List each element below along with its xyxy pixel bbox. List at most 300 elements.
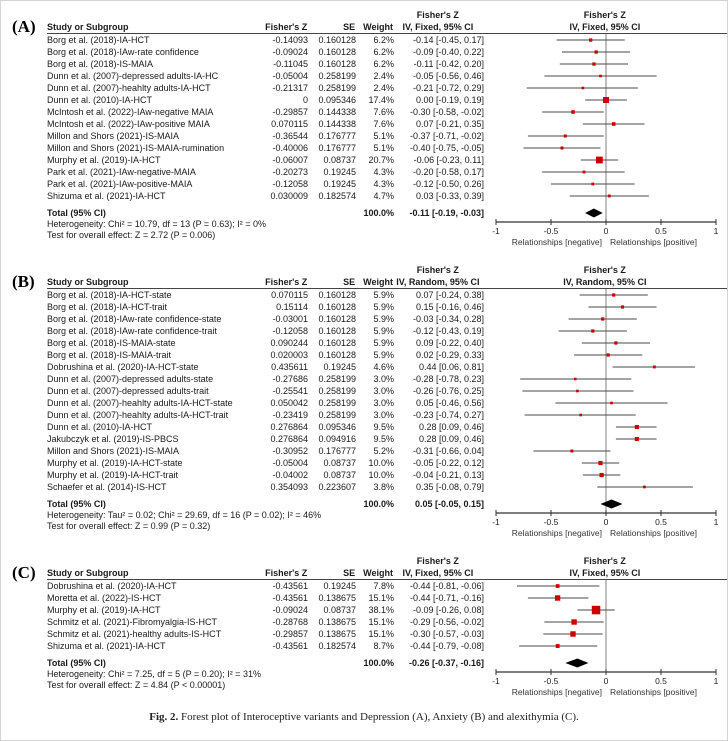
- header-row-2: [47, 21, 727, 34]
- column-header-study: Study or Subgroup: [47, 277, 129, 287]
- effect-marker: [555, 595, 560, 600]
- axis-tick-label: 0.5: [655, 226, 667, 236]
- effect-marker: [600, 473, 604, 477]
- se-value: 0.223607: [318, 482, 356, 492]
- se-value: 0.138675: [318, 593, 356, 603]
- column-header-study: Study or Subgroup: [47, 568, 129, 578]
- axis-tick-label: 1: [713, 517, 719, 527]
- weight-value: 9.5%: [373, 434, 394, 444]
- column-header-weight: Weight: [363, 568, 393, 578]
- weight-value: 7.8%: [373, 581, 394, 591]
- effect-marker: [570, 631, 575, 636]
- weight-value: 20.7%: [368, 155, 394, 165]
- fishers-z-value: -0.12058: [272, 326, 308, 336]
- overall-effect-text: Test for overall effect: Z = 4.84 (P < 0.00001): [47, 680, 226, 690]
- se-value: 0.095346: [318, 95, 356, 105]
- effect-marker: [601, 317, 604, 320]
- weight-value: 5.9%: [373, 350, 394, 360]
- total-label: Total (95% CI): [47, 208, 106, 218]
- se-value: 0.138675: [318, 629, 356, 639]
- ci-text: -0.14 [-0.45, 0.17]: [412, 35, 484, 45]
- axis-tick-label: -1: [492, 517, 500, 527]
- ci-column-header-model: IV, Random, 95% CI: [396, 277, 480, 287]
- fishers-z-value: 0.354093: [270, 482, 308, 492]
- se-value: 0.094916: [318, 434, 356, 444]
- column-header-fishers-z: Fisher's Z: [265, 22, 308, 32]
- weight-value: 9.5%: [373, 422, 394, 432]
- effect-marker: [564, 135, 567, 138]
- se-value: 0.182574: [318, 641, 356, 651]
- study-label: Dunn et al. (2007)-depressed adults-trait: [47, 386, 209, 396]
- fishers-z-value: -0.09024: [272, 605, 308, 615]
- weight-value: 15.1%: [368, 617, 394, 627]
- plot-column-header-stat: Fisher's Z: [583, 10, 626, 20]
- study-label: Shizuma et al. (2021)-IA-HCT: [47, 641, 166, 651]
- axis-tick-label: 1: [713, 226, 719, 236]
- total-ci: -0.11 [-0.19, -0.03]: [409, 208, 484, 218]
- axis-label-positive: Relationships [positive]: [610, 237, 697, 247]
- fishers-z-value: 0.276864: [270, 434, 308, 444]
- effect-marker: [556, 644, 560, 648]
- study-label: Shizuma et al. (2021)-IA-HCT: [47, 191, 166, 201]
- ci-text: 0.44 [0.06, 0.81]: [418, 362, 484, 372]
- weight-value: 4.6%: [373, 362, 394, 372]
- column-header-weight: Weight: [363, 277, 393, 287]
- ci-text: 0.07 [-0.24, 0.38]: [415, 290, 484, 300]
- ci-text: 0.05 [-0.46, 0.56]: [415, 398, 484, 408]
- se-value: 0.258199: [318, 410, 356, 420]
- weight-value: 5.2%: [373, 446, 394, 456]
- ci-text: -0.05 [-0.56, 0.46]: [412, 71, 484, 81]
- effect-marker: [556, 584, 560, 588]
- axis-tick-label: 0.5: [655, 676, 667, 686]
- fishers-z-value: -0.28768: [272, 617, 308, 627]
- summary-diamond: [565, 659, 588, 668]
- study-label: Schmitz et al. (2021)-healthy adults-IS-HCT: [47, 629, 222, 639]
- weight-value: 5.9%: [373, 290, 394, 300]
- heterogeneity-text: Heterogeneity: Tau² = 0.02; Chi² = 29.69, df = 16 (P = 0.02); I² = 46%: [47, 510, 322, 520]
- column-header-se: SE: [343, 568, 356, 578]
- effect-marker: [608, 195, 611, 198]
- ci-text: 0.03 [-0.33, 0.39]: [415, 191, 484, 201]
- weight-value: 3.0%: [373, 398, 394, 408]
- study-label: Moretta et al. (2022)-IS-HCT: [47, 593, 162, 603]
- effect-marker: [599, 75, 602, 78]
- column-header-se: SE: [343, 22, 356, 32]
- fishers-z-value: -0.36544: [272, 131, 308, 141]
- axis-label-negative: Relationships [negative]: [511, 528, 602, 538]
- ci-text: 0.15 [-0.16, 0.46]: [415, 302, 484, 312]
- study-label: Dobrushina et al. (2020)-IA-HCT-state: [47, 362, 199, 372]
- ci-text: -0.04 [-0.21, 0.13]: [412, 470, 484, 480]
- effect-marker: [591, 329, 594, 332]
- study-label: Borg et al. (2018)-IAw-rate confidence-state: [47, 314, 222, 324]
- header-row-1: [47, 10, 727, 21]
- se-value: 0.258199: [318, 374, 356, 384]
- total-ci: 0.05 [-0.05, 0.15]: [414, 499, 484, 509]
- effect-marker: [598, 461, 602, 465]
- se-value: 0.08737: [323, 458, 356, 468]
- weight-value: 10.0%: [368, 458, 394, 468]
- fishers-z-value: 0.030009: [270, 191, 308, 201]
- axis-label-positive: Relationships [positive]: [610, 528, 697, 538]
- study-label: Borg et al. (2018)-IAw-rate confidence-trait: [47, 326, 217, 336]
- se-value: 0.258199: [318, 398, 356, 408]
- effect-marker: [621, 305, 624, 308]
- effect-marker: [579, 414, 582, 417]
- study-label: Schaefer et al. (2014)-IS-HCT: [47, 482, 167, 492]
- study-label: McIntosh et al. (2022)-IAw-positive MAIA: [47, 119, 210, 129]
- fishers-z-value: 0.050042: [270, 398, 308, 408]
- ci-text: -0.06 [-0.23, 0.11]: [413, 155, 484, 165]
- fishers-z-value: 0.070115: [271, 290, 308, 300]
- weight-value: 8.7%: [373, 641, 394, 651]
- effect-marker: [561, 147, 564, 150]
- se-value: 0.258199: [318, 386, 356, 396]
- study-label: Dunn et al. (2007)-heahlty adults-IA-HCT: [47, 83, 211, 93]
- effect-marker: [589, 38, 592, 41]
- panel-letter: (C): [12, 563, 36, 582]
- ci-column-header-stat: Fisher's Z: [416, 10, 459, 20]
- axis-tick-label: 1: [713, 676, 719, 686]
- forest-plot-svg: [484, 34, 728, 250]
- effect-marker: [576, 390, 579, 393]
- column-header-fishers-z: Fisher's Z: [265, 277, 308, 287]
- study-label: Borg et al. (2018)-IA-HCT-state: [47, 290, 172, 300]
- axis-tick-label: 0: [603, 517, 609, 527]
- fishers-z-value: -0.11045: [273, 59, 308, 69]
- figure-caption: [1, 711, 727, 723]
- se-value: 0.160128: [318, 290, 356, 300]
- se-value: 0.08737: [323, 155, 356, 165]
- ci-text: -0.30 [-0.57, -0.03]: [409, 629, 484, 639]
- se-value: 0.182574: [318, 191, 356, 201]
- se-value: 0.08737: [323, 470, 356, 480]
- ci-text: 0.28 [0.09, 0.46]: [418, 422, 484, 432]
- ci-text: -0.44 [-0.81, -0.06]: [409, 581, 484, 591]
- ci-text: -0.28 [-0.78, 0.23]: [412, 374, 484, 384]
- total-weight: 100.0%: [363, 499, 394, 509]
- weight-value: 2.4%: [373, 83, 394, 93]
- study-label: Murphy et al. (2019)-IA-HCT: [47, 605, 161, 615]
- weight-value: 6.2%: [373, 47, 394, 57]
- se-value: 0.258199: [318, 71, 356, 81]
- fishers-z-value: -0.27686: [272, 374, 308, 384]
- fishers-z-value: 0.090244: [270, 338, 308, 348]
- ci-text: -0.29 [-0.56, -0.02]: [409, 617, 484, 627]
- axis-tick-label: -0.5: [543, 226, 559, 236]
- header-row-2: [47, 567, 727, 580]
- effect-marker: [607, 353, 610, 356]
- study-label: Borg et al. (2018)-IS-MAIA-trait: [47, 350, 172, 360]
- se-value: 0.160128: [318, 302, 356, 312]
- effect-marker: [592, 62, 595, 65]
- column-header-weight: Weight: [363, 22, 393, 32]
- fishers-z-value: 0.276864: [270, 422, 308, 432]
- weight-value: 38.1%: [368, 605, 394, 615]
- study-label: Park et al. (2021)-IAw-positive-MAIA: [47, 179, 193, 189]
- panel-letter: (A): [12, 17, 36, 36]
- ci-text: 0.07 [-0.21, 0.35]: [415, 119, 484, 129]
- column-header-se: SE: [343, 277, 356, 287]
- se-value: 0.160128: [318, 35, 356, 45]
- weight-value: 3.0%: [373, 374, 394, 384]
- effect-marker: [595, 50, 598, 53]
- se-value: 0.160128: [318, 350, 356, 360]
- effect-marker: [643, 486, 646, 489]
- axis-tick-label: -0.5: [543, 517, 559, 527]
- ci-text: -0.44 [-0.71, -0.16]: [409, 593, 484, 603]
- effect-marker: [635, 425, 639, 429]
- study-label: Murphy et al. (2019)-IA-HCT: [47, 155, 161, 165]
- se-value: 0.19245: [323, 167, 356, 177]
- fishers-z-value: -0.21317: [272, 83, 308, 93]
- study-label: Dunn et al. (2010)-IA-HCT: [47, 95, 153, 105]
- forest-plot-svg: [484, 289, 728, 541]
- fishers-z-value: 0.15114: [276, 302, 308, 312]
- effect-marker: [596, 157, 603, 164]
- weight-value: 5.9%: [373, 326, 394, 336]
- study-label: Borg et al. (2018)-IS-MAIA-state: [47, 338, 176, 348]
- fishers-z-value: -0.05004: [272, 458, 308, 468]
- se-value: 0.160128: [318, 314, 356, 324]
- axis-tick-label: 0: [603, 676, 609, 686]
- effect-marker: [635, 437, 639, 441]
- header-row-1: [47, 556, 727, 567]
- fishers-z-value: -0.09024: [272, 47, 308, 57]
- effect-marker: [583, 171, 586, 174]
- se-value: 0.176777: [318, 446, 356, 456]
- ci-text: -0.23 [-0.74, 0.27]: [412, 410, 484, 420]
- se-value: 0.19245: [323, 362, 356, 372]
- ci-text: 0.02 [-0.29, 0.33]: [415, 350, 484, 360]
- weight-value: 4.3%: [373, 167, 394, 177]
- effect-marker: [574, 378, 577, 381]
- study-label: Millon and Shors (2021)-IS-MAIA-rumination: [47, 143, 225, 153]
- fishers-z-value: -0.05004: [272, 71, 308, 81]
- ci-text: -0.11 [-0.42, 0.20]: [413, 59, 484, 69]
- ci-text: -0.20 [-0.58, 0.17]: [412, 167, 484, 177]
- weight-value: 4.3%: [373, 179, 394, 189]
- weight-value: 15.1%: [368, 593, 394, 603]
- axis-tick-label: 0: [603, 226, 609, 236]
- ci-text: 0.09 [-0.22, 0.40]: [415, 338, 484, 348]
- ci-text: -0.09 [-0.26, 0.08]: [412, 605, 484, 615]
- ci-text: -0.21 [-0.72, 0.29]: [412, 83, 484, 93]
- ci-text: 0.00 [-0.19, 0.19]: [415, 95, 484, 105]
- study-label: Borg et al. (2018)-IS-MAIA: [47, 59, 154, 69]
- effect-marker: [582, 87, 585, 90]
- se-value: 0.176777: [318, 143, 356, 153]
- weight-value: 5.9%: [373, 314, 394, 324]
- plot-column-header-stat: Fisher's Z: [583, 556, 626, 566]
- se-value: 0.160128: [318, 338, 356, 348]
- se-value: 0.160128: [318, 326, 356, 336]
- ci-text: 0.28 [0.09, 0.46]: [418, 434, 484, 444]
- study-label: Borg et al. (2018)-IAw-rate confidence: [47, 47, 199, 57]
- fishers-z-value: 0.435611: [271, 362, 308, 372]
- study-label: Borg et al. (2018)-IA-HCT-trait: [47, 302, 168, 312]
- header-row-1: [47, 265, 727, 276]
- weight-value: 10.0%: [368, 470, 394, 480]
- fishers-z-value: -0.29857: [272, 107, 308, 117]
- se-value: 0.160128: [318, 59, 356, 69]
- forest-panel-b: [1, 265, 727, 544]
- study-label: Dunn et al. (2007)-heahlty adults-IA-HCT-trait: [47, 410, 229, 420]
- study-label: Schmitz et al. (2021)-Fibromyalgia-IS-HCT: [47, 617, 218, 627]
- fishers-z-value: -0.40006: [272, 143, 308, 153]
- study-label: Dunn et al. (2007)-heahlty adults-IA-HCT-state: [47, 398, 233, 408]
- se-value: 0.144338: [318, 119, 356, 129]
- fishers-z-value: -0.25541: [272, 386, 308, 396]
- study-label: Park et al. (2021)-IAw-negative-MAIA: [47, 167, 196, 177]
- effect-marker: [591, 183, 594, 186]
- fishers-z-value: -0.12058: [272, 179, 308, 189]
- se-value: 0.19245: [323, 581, 356, 591]
- effect-marker: [610, 402, 613, 405]
- caption-label: Fig. 2.: [149, 711, 179, 723]
- ci-text: -0.44 [-0.79, -0.08]: [409, 641, 484, 651]
- summary-diamond: [601, 500, 623, 509]
- plot-column-header-model: IV, Random, 95% CI: [563, 277, 647, 287]
- ci-column-header-stat: Fisher's Z: [416, 556, 459, 566]
- weight-value: 5.9%: [373, 302, 394, 312]
- weight-value: 6.2%: [373, 35, 394, 45]
- weight-value: 2.4%: [373, 71, 394, 81]
- plot-column-header-model: IV, Fixed, 95% CI: [569, 568, 641, 578]
- ci-text: 0.35 [-0.08, 0.79]: [415, 482, 484, 492]
- weight-value: 5.1%: [373, 143, 394, 153]
- overall-effect-text: Test for overall effect: Z = 0.99 (P = 0.32): [47, 521, 211, 531]
- ci-text: -0.09 [-0.40, 0.22]: [412, 47, 484, 57]
- fishers-z-value: -0.06007: [272, 155, 308, 165]
- overall-effect-text: Test for overall effect: Z = 2.72 (P = 0.006): [47, 230, 216, 240]
- column-header-study: Study or Subgroup: [47, 22, 129, 32]
- se-value: 0.095346: [318, 422, 356, 432]
- weight-value: 3.0%: [373, 386, 394, 396]
- fishers-z-value: -0.03001: [272, 314, 308, 324]
- ci-column-header-model: IV, Fixed, 95% CI: [402, 568, 474, 578]
- total-label: Total (95% CI): [47, 658, 106, 668]
- fishers-z-value: 0.070115: [271, 119, 308, 129]
- study-label: Dunn et al. (2007)-depressed adults-IA-HC: [47, 71, 219, 81]
- total-ci: -0.26 [-0.37, -0.16]: [408, 658, 484, 668]
- study-label: Murphy et al. (2019)-IA-HCT-trait: [47, 470, 179, 480]
- weight-value: 17.4%: [368, 95, 394, 105]
- forest-plot-svg: [484, 580, 728, 700]
- fishers-z-value: -0.23419: [272, 410, 308, 420]
- se-value: 0.160128: [318, 47, 356, 57]
- weight-value: 5.9%: [373, 338, 394, 348]
- se-value: 0.19245: [323, 179, 356, 189]
- axis-tick-label: -1: [492, 226, 500, 236]
- caption-text: Forest plot of Interoceptive variants and Depression (A), Anxiety (B) and alexithymia (C).: [178, 711, 579, 723]
- effect-marker: [614, 341, 617, 344]
- weight-value: 5.1%: [373, 131, 394, 141]
- fishers-z-value: -0.43561: [272, 641, 308, 651]
- study-label: Dunn et al. (2010)-IA-HCT: [47, 422, 153, 432]
- axis-label-positive: Relationships [positive]: [610, 687, 697, 697]
- total-label: Total (95% CI): [47, 499, 106, 509]
- ci-column-header-stat: Fisher's Z: [416, 265, 459, 275]
- axis-label-negative: Relationships [negative]: [511, 237, 602, 247]
- weight-value: 15.1%: [368, 629, 394, 639]
- ci-text: -0.31 [-0.66, 0.04]: [412, 446, 484, 456]
- se-value: 0.08737: [323, 605, 356, 615]
- weight-value: 7.6%: [373, 107, 394, 117]
- fishers-z-value: -0.14093: [272, 35, 308, 45]
- axis-label-negative: Relationships [negative]: [511, 687, 602, 697]
- fishers-z-value: -0.29857: [272, 629, 308, 639]
- ci-text: -0.12 [-0.50, 0.26]: [412, 179, 484, 189]
- effect-marker: [653, 366, 656, 369]
- forest-panel-c: [1, 556, 727, 703]
- se-value: 0.138675: [318, 617, 356, 627]
- study-label: Millon and Shors (2021)-IS-MAIA: [47, 131, 180, 141]
- se-value: 0.258199: [318, 83, 356, 93]
- se-value: 0.176777: [318, 131, 356, 141]
- study-label: Murphy et al. (2019)-IA-HCT-state: [47, 458, 183, 468]
- fishers-z-value: -0.43561: [272, 593, 308, 603]
- study-label: Millon and Shors (2021)-IS-MAIA: [47, 446, 180, 456]
- effect-marker: [571, 110, 575, 114]
- heterogeneity-text: Heterogeneity: Chi² = 10.79, df = 13 (P = 0.63); I² = 0%: [47, 219, 266, 229]
- ci-text: -0.37 [-0.71, -0.02]: [409, 131, 484, 141]
- effect-marker: [612, 122, 616, 126]
- forest-panel-a: [1, 10, 727, 253]
- study-label: Dobrushina et al. (2020)-IA-HCT: [47, 581, 177, 591]
- study-label: McIntosh et al. (2022)-IAw-negative MAIA: [47, 107, 214, 117]
- weight-value: 4.7%: [373, 191, 394, 201]
- ci-text: -0.12 [-0.43, 0.19]: [412, 326, 484, 336]
- fishers-z-value: -0.43561: [272, 581, 308, 591]
- total-weight: 100.0%: [363, 208, 394, 218]
- effect-marker: [592, 606, 601, 615]
- weight-value: 7.6%: [373, 119, 394, 129]
- fishers-z-value: -0.20273: [272, 167, 308, 177]
- weight-value: 3.0%: [373, 410, 394, 420]
- total-weight: 100.0%: [363, 658, 394, 668]
- column-header-fishers-z: Fisher's Z: [265, 568, 308, 578]
- panel-letter: (B): [12, 272, 35, 291]
- header-row-2: [47, 276, 727, 289]
- ci-text: -0.40 [-0.75, -0.05]: [409, 143, 484, 153]
- study-label: Dunn et al. (2007)-depressed adults-state: [47, 374, 214, 384]
- ci-text: -0.30 [-0.58, -0.02]: [409, 107, 484, 117]
- fishers-z-value: -0.04002: [272, 470, 308, 480]
- study-label: Jakubczyk et al. (2019)-IS-PBCS: [47, 434, 179, 444]
- axis-tick-label: -1: [492, 676, 500, 686]
- plot-column-header-stat: Fisher's Z: [583, 265, 626, 275]
- weight-value: 3.8%: [373, 482, 394, 492]
- fishers-z-value: 0.020003: [270, 350, 308, 360]
- fishers-z-value: 0: [302, 95, 308, 105]
- axis-tick-label: -0.5: [543, 676, 559, 686]
- ci-column-header-model: IV, Fixed, 95% CI: [402, 22, 474, 32]
- weight-value: 6.2%: [373, 59, 394, 69]
- ci-text: -0.03 [-0.34, 0.28]: [412, 314, 484, 324]
- ci-text: -0.05 [-0.22, 0.12]: [412, 458, 484, 468]
- plot-column-header-model: IV, Fixed, 95% CI: [569, 22, 641, 32]
- study-label: Borg et al. (2018)-IA-HCT: [47, 35, 150, 45]
- axis-tick-label: 0.5: [655, 517, 667, 527]
- fishers-z-value: -0.30952: [272, 446, 308, 456]
- effect-marker: [571, 619, 576, 624]
- ci-text: -0.26 [-0.76, 0.25]: [412, 386, 484, 396]
- effect-marker: [612, 293, 615, 296]
- summary-diamond: [585, 209, 603, 218]
- heterogeneity-text: Heterogeneity: Chi² = 7.25, df = 5 (P = 0.20); I² = 31%: [47, 669, 261, 679]
